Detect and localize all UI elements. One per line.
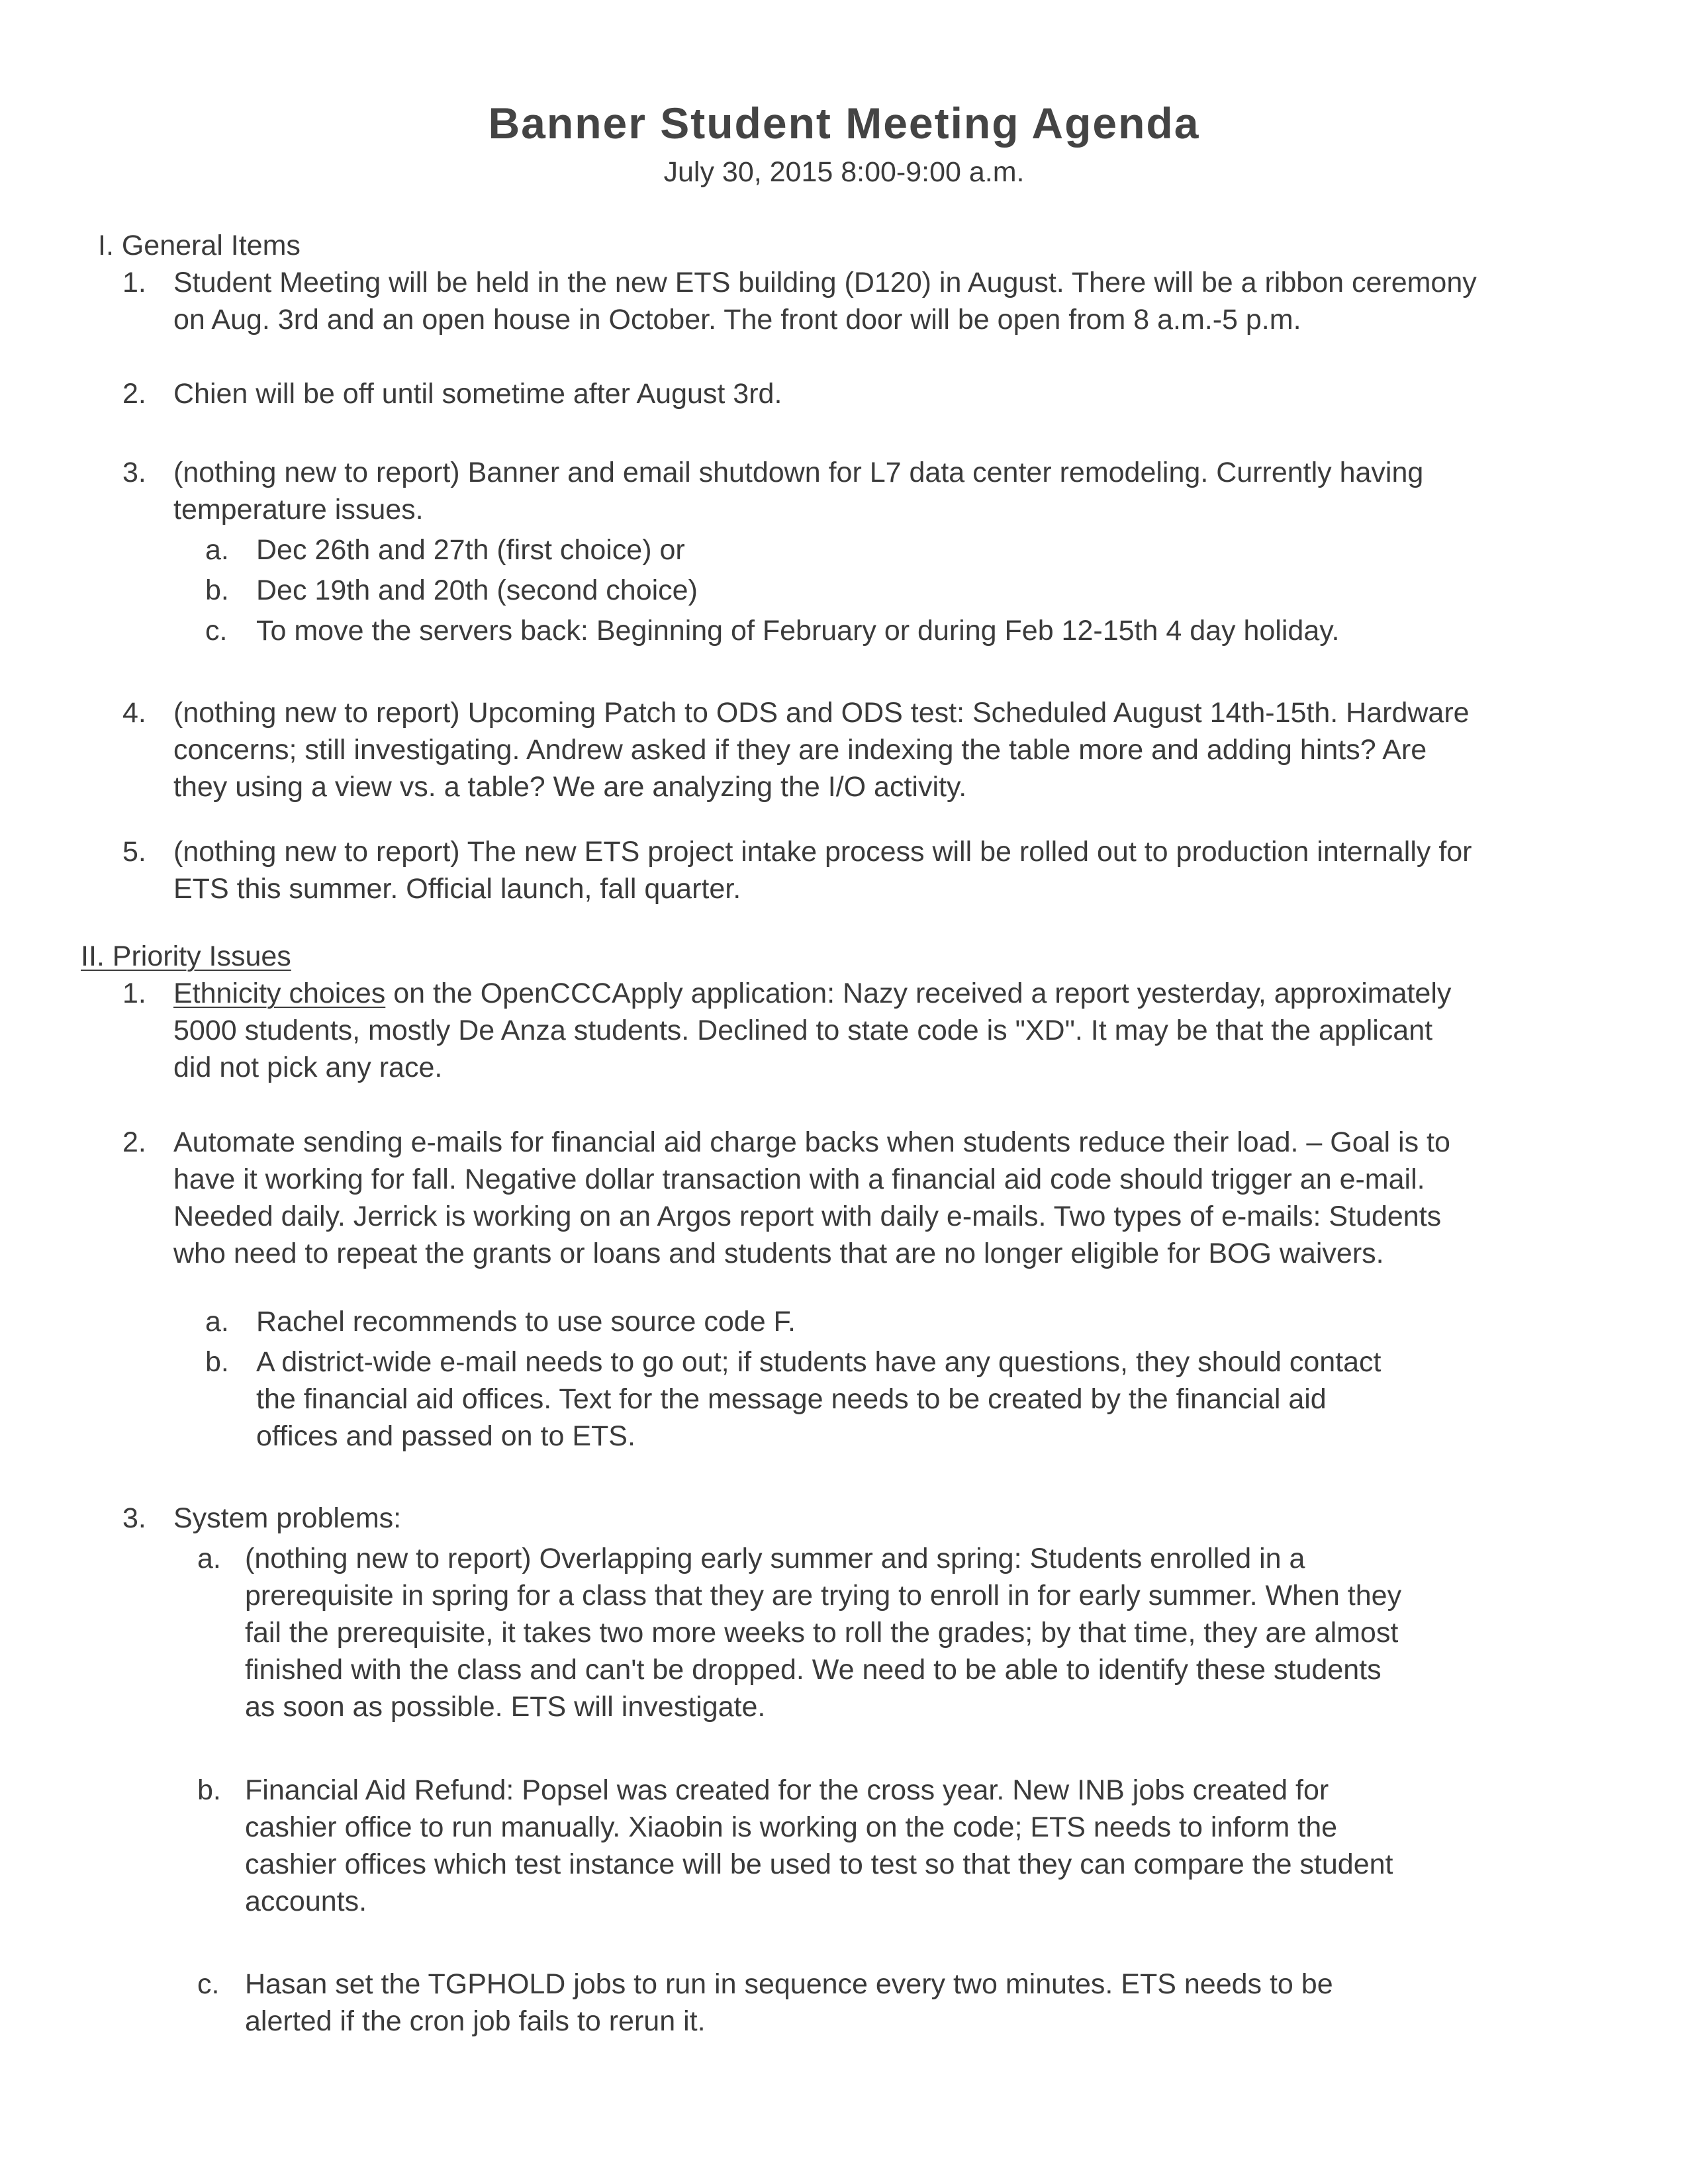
item-text-line: they using a view vs. a table? We are analyzing the I/O activity. [173, 771, 967, 803]
subitem-letter: a. [197, 1543, 221, 1574]
subitem-text-line: Dec 26th and 27th (first choice) or [256, 534, 685, 566]
subitem-text-line: as soon as possible. ETS will investigate. [245, 1691, 766, 1723]
item-text-rest: on the OpenCCCApply application: Nazy received a report yesterday, approximately [385, 978, 1452, 1009]
meeting-date: July 30, 2015 8:00-9:00 a.m. [663, 156, 1025, 188]
subitem-letter: a. [205, 1306, 229, 1338]
item-number: 2. [122, 378, 146, 410]
item-number: 1. [122, 267, 146, 298]
item-text-line: have it working for fall. Negative dollar transaction with a financial aid code should trigger an e-mail. [173, 1163, 1425, 1195]
item-text-line [173, 979, 1451, 1008]
subitem-text-line: Rachel recommends to use source code F. [256, 1306, 796, 1338]
subitem-text-line: alerted if the cron job fails to rerun it. [245, 2005, 706, 2037]
section-heading-priority: II. Priority Issues [81, 940, 291, 972]
item-number: 3. [122, 457, 146, 488]
page-title: Banner Student Meeting Agenda [488, 99, 1200, 148]
item-text-line: Automate sending e-mails for financial aid charge backs when students reduce their load. – Goal is to [173, 1126, 1450, 1158]
section-heading-general: I. General Items [98, 230, 301, 261]
subitem-text-line: accounts. [245, 1886, 367, 1917]
item-number: 4. [122, 697, 146, 729]
subitem-text-line: the financial aid offices. Text for the message needs to be created by the financial aid [256, 1383, 1327, 1415]
item-number: 3. [122, 1502, 146, 1534]
subitem-text-line: finished with the class and can't be dropped. We need to be able to identify these students [245, 1654, 1382, 1686]
item-text-line: Chien will be off until sometime after August 3rd. [173, 378, 782, 410]
subitem-text-line: Dec 19th and 20th (second choice) [256, 574, 698, 606]
item-text-line: 5000 students, mostly De Anza students. Declined to state code is "XD". It may be that the applicant [173, 1015, 1433, 1046]
subitem-text-line: prerequisite in spring for a class that they are trying to enroll in for early summer. When they [245, 1580, 1402, 1612]
subitem-text-line: cashier offices which test instance will be used to test so that they can compare the student [245, 1848, 1393, 1880]
item-text-line: concerns; still investigating. Andrew asked if they are indexing the table more and adding hints? Are [173, 734, 1427, 766]
subitem-letter: b. [197, 1774, 221, 1806]
subitem-letter: a. [205, 534, 229, 566]
item-text-line: Needed daily. Jerrick is working on an Argos report with daily e-mails. Two types of e-mails: Students [173, 1201, 1442, 1232]
subitem-text-line: cashier office to run manually. Xiaobin is working on the code; ETS needs to inform the [245, 1811, 1338, 1843]
item-text-line: System problems: [173, 1502, 402, 1534]
subitem-letter: b. [205, 1346, 229, 1378]
item-text-line: on Aug. 3rd and an open house in October. The front door will be open from 8 a.m.-5 p.m. [173, 304, 1301, 336]
subitem-letter: c. [197, 1968, 220, 2000]
subitem-text-line: (nothing new to report) Overlapping early summer and spring: Students enrolled in a [245, 1543, 1305, 1574]
item-text-line: (nothing new to report) Upcoming Patch to ODS and ODS test: Scheduled August 14th-15th. Hardware [173, 697, 1470, 729]
subitem-letter: c. [205, 615, 228, 647]
item-text-line: (nothing new to report) Banner and email shutdown for L7 data center remodeling. Currently having [173, 457, 1424, 488]
item-text-line: did not pick any race. [173, 1052, 443, 1083]
item-text-line: temperature issues. [173, 494, 424, 525]
subitem-text-line: A district-wide e-mail needs to go out; if students have any questions, they should contact [256, 1346, 1382, 1378]
item-text-line: ETS this summer. Official launch, fall quarter. [173, 873, 741, 905]
item-text-line: Student Meeting will be held in the new ETS building (D120) in August. There will be a ribbon ceremony [173, 267, 1477, 298]
item-number: 2. [122, 1126, 146, 1158]
subitem-text-line: Financial Aid Refund: Popsel was created for the cross year. New INB jobs created for [245, 1774, 1329, 1806]
subitem-text-line: Hasan set the TGPHOLD jobs to run in sequence every two minutes. ETS needs to be [245, 1968, 1333, 2000]
item-text-line: who need to repeat the grants or loans and students that are no longer eligible for BOG waivers. [173, 1238, 1384, 1269]
subitem-text-line: To move the servers back: Beginning of February or during Feb 12-15th 4 day holiday. [256, 615, 1340, 647]
item-text-line: (nothing new to report) The new ETS project intake process will be rolled out to production internally for [173, 836, 1472, 868]
item-number: 5. [122, 836, 146, 868]
item-lead-link: Ethnicity choices [173, 978, 386, 1009]
subitem-letter: b. [205, 574, 229, 606]
item-number: 1. [122, 978, 146, 1009]
subitem-text-line: fail the prerequisite, it takes two more weeks to roll the grades; by that time, they are almost [245, 1617, 1399, 1649]
subitem-text-line: offices and passed on to ETS. [256, 1420, 635, 1452]
